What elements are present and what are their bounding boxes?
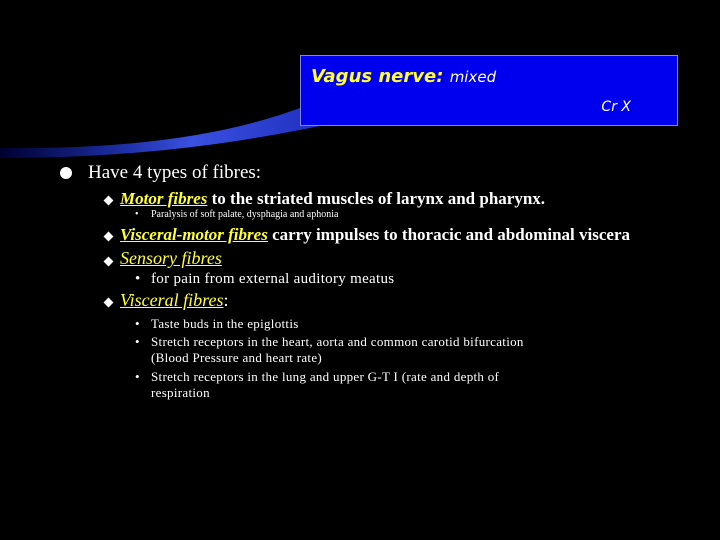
sub-text: Taste buds in the epiglottis — [151, 316, 299, 331]
sub-text: Stretch receptors in the heart, aorta and common carotid bifurcation — [151, 334, 524, 349]
title-box — [300, 55, 678, 126]
list-item-visceral-motor — [120, 225, 630, 245]
list-item-sensory — [120, 248, 222, 269]
desc-visceral-motor: carry impulses to thoracic and abdominal viscera — [267, 225, 630, 244]
slide-title — [311, 66, 496, 87]
sub-item-continuation: (Blood Pressure and heart rate) — [151, 350, 323, 365]
sub-text: Paralysis of soft palate, dysphagia and aphonia — [151, 209, 339, 220]
title-main-text: Vagus nerve: — [311, 66, 444, 87]
term-visceral-motor: Visceral-motor fibres — [120, 225, 268, 244]
desc-motor: to the striated muscles of larynx and pharynx. — [207, 189, 546, 208]
sub-item: • for pain from external auditory meatus — [135, 271, 395, 287]
sub-item: • Paralysis of soft palate, dysphagia and aphonia — [135, 209, 339, 220]
bullet-diamond-icon — [104, 196, 114, 206]
title-sub-text: mixed — [449, 68, 497, 86]
sub-text: for pain from external auditory meatus — [151, 271, 395, 287]
sub-item: • Stretch receptors in the lung and upper G-T I (rate and depth of — [135, 369, 500, 384]
term-visceral: Visceral fibres — [120, 290, 224, 310]
list-item-visceral — [120, 290, 229, 311]
bullet-diamond-icon — [104, 298, 114, 308]
term-motor: Motor fibres — [120, 189, 208, 208]
sub-text: Stretch receptors in the lung and upper G-T I (rate and depth of — [151, 369, 500, 384]
bullet-circle-icon — [60, 167, 72, 179]
sub-item: • Taste buds in the epiglottis — [135, 316, 299, 331]
cranial-nerve-label: Cr X — [601, 99, 631, 115]
lead-text: Have 4 types of fibres: — [88, 162, 262, 183]
bullet-diamond-icon — [104, 232, 114, 242]
term-sensory: Sensory fibres — [120, 248, 222, 268]
bullet-diamond-icon — [104, 257, 114, 267]
desc-visceral: : — [223, 290, 229, 310]
sub-item-continuation: respiration — [151, 385, 210, 400]
sub-item: • Stretch receptors in the heart, aorta and common carotid bifurcation — [135, 334, 524, 349]
list-item-motor — [120, 189, 545, 209]
